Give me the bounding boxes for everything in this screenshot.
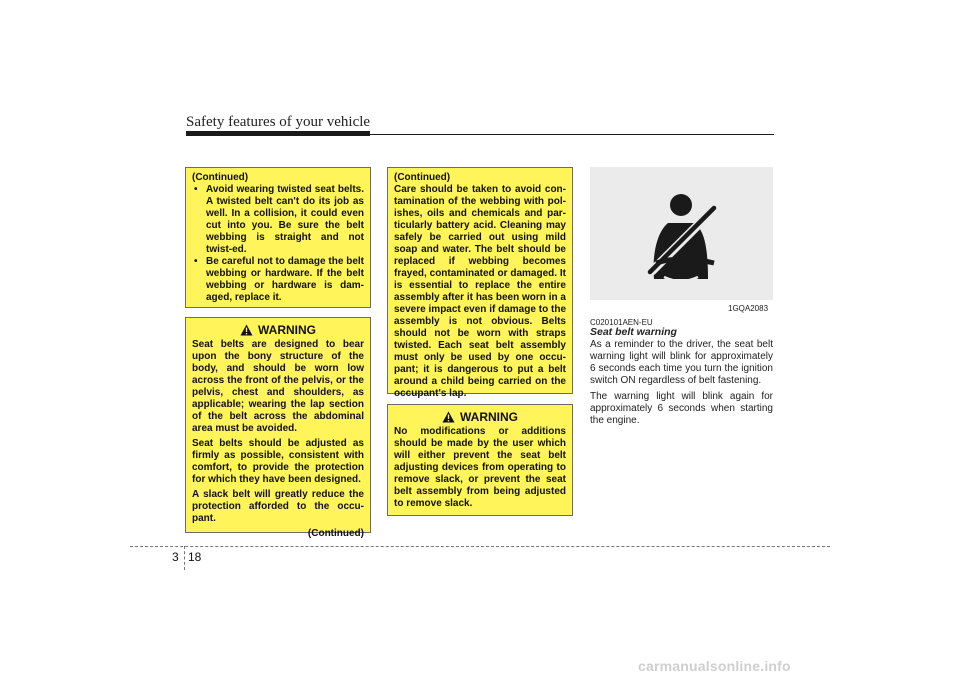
page-number: 18 [188, 550, 202, 564]
continued-box-left [185, 167, 371, 308]
warning-paragraph: Seat belts are designed to bear upon the bony structure of the body, and should be worn low across the front of the pelvis, or the pelvis, chest and shoulders, as applicable; wearing the lap section of the belt across the abdominal area must be avoided. [192, 339, 364, 434]
list-item: • Avoid wearing twisted seat belts. A twisted belt can't do its job as well. In a collision, it could even cut into you. Be sure the belt webbing is straight and not twist-ed. [194, 184, 364, 255]
watermark: carmanualsonline.info [638, 658, 791, 674]
warning-heading: WARNING [394, 411, 566, 423]
continued-label: (Continued) [394, 172, 451, 183]
care-paragraph: Care should be taken to avoid con-tamination of the webbing with pol-ishes, oils and chemicals and par-ticularly battery acid. Cleaning may safely be carried out using mild soap and water. The belt should be replaced if webbing becomes frayed, contaminated or damaged. It is essential to replace the entire assembly after it has been worn in a severe impact even if damage to the assembly is not obvious. Belts should not be worn with straps twisted. Each seat belt assembly must only be used by one occu-pant; it is dangerous to put a belt around a child being carried on the occupant's lap. [394, 184, 566, 399]
body-paragraph: The warning light will blink again for approximately 6 seconds when starting the engine. [590, 391, 773, 426]
list-item: • Be careful not to damage the belt webbing or hardware. If the belt webbing or hardware is dam-aged, replace it. [194, 256, 364, 303]
seat-belt-warning-image [590, 167, 773, 300]
footer-separator [184, 546, 185, 570]
continued-label: (Continued) [192, 172, 249, 183]
warning-triangle-icon [240, 324, 253, 336]
warning-heading: WARNING [192, 324, 364, 336]
body-paragraph: As a reminder to the driver, the seat belt warning light will blink for approximately 6 seconds each time you turn the ignition switch ON regardless of belt fastening. [590, 339, 773, 386]
section-code: C020101AEN-EU [590, 318, 653, 327]
image-id: 1GQA2083 [728, 304, 769, 313]
continued-box-middle [387, 167, 573, 399]
warning-box-left [185, 317, 371, 539]
warning-box-middle [387, 404, 573, 516]
bullet-list [192, 184, 364, 304]
header-bar-thin [370, 134, 774, 135]
warning-paragraph: A slack belt will greatly reduce the protection afforded to the occu-pant. [192, 489, 364, 524]
header-bar-thick [186, 131, 370, 136]
section-subheading: Seat belt warning [590, 326, 677, 338]
continued-label: (Continued) [307, 528, 364, 539]
page-header-title: Safety features of your vehicle [186, 114, 371, 130]
seat-belt-icon [590, 167, 773, 300]
chapter-number: 3 [172, 550, 179, 564]
footer-divider [130, 546, 830, 547]
warning-paragraph: No modifications or additions should be made by the user which will either prevent the seat belt adjusting devices from operating to remove slack, or prevent the seat belt assembly from being adjusted to remove slack. [394, 426, 566, 509]
warning-paragraph: Seat belts should be adjusted as firmly as possible, consistent with comfort, to provide the protection for which they have been designed. [192, 438, 364, 485]
right-column-text [590, 326, 773, 431]
warning-triangle-icon [442, 411, 455, 423]
